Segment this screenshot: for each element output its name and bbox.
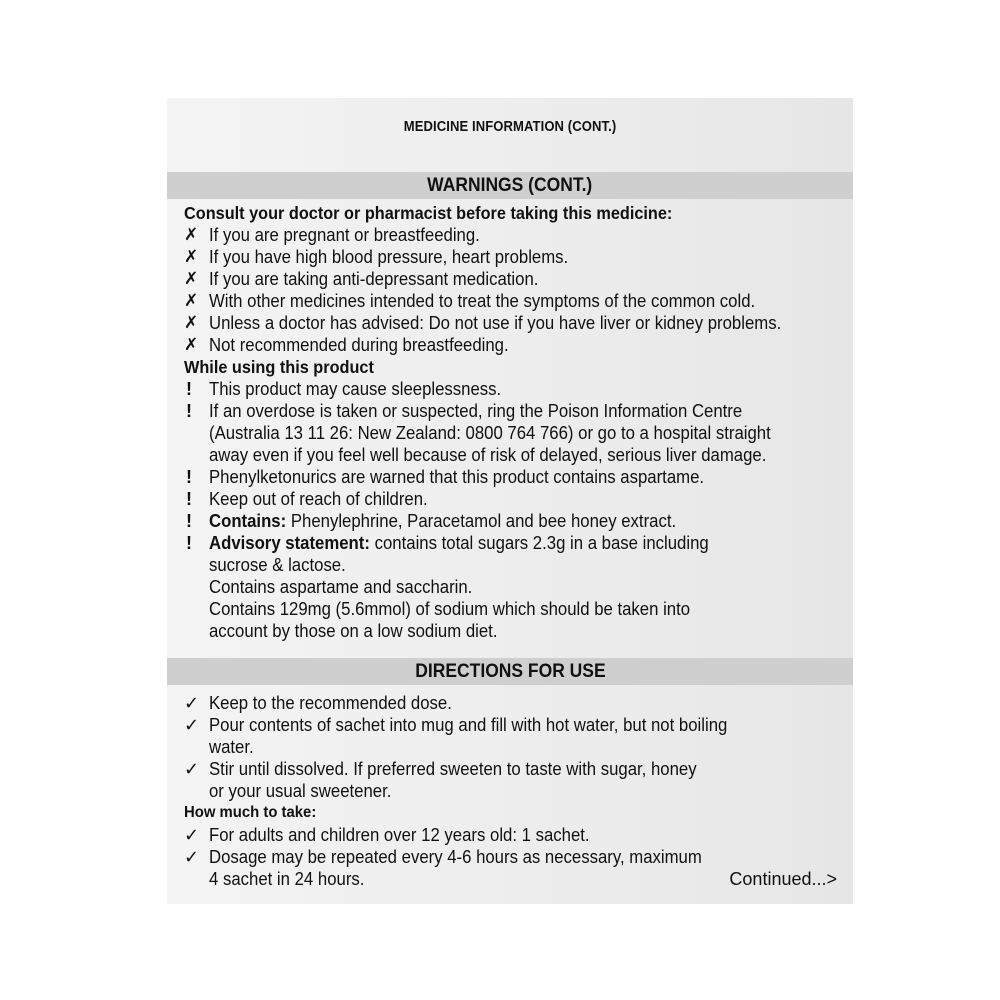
warnings-content: [184, 202, 849, 642]
exclamation-icon: !: [186, 467, 192, 487]
consult-item: ✗ If you are taking anti-depressant medication.: [184, 269, 539, 289]
check-icon: ✓: [184, 847, 200, 867]
while-item: ! Keep out of reach of children.: [186, 489, 428, 509]
exclamation-icon: !: [186, 533, 192, 553]
exclamation-icon: !: [186, 511, 192, 531]
consult-item: ✗ Unless a doctor has advised: Do not use if you have liver or kidney problems.: [184, 313, 782, 333]
direction-item: ✓ Pour contents of sachet into mug and fill with hot water, but not boiling water.: [184, 715, 728, 757]
warnings-band: [167, 172, 853, 199]
cross-icon: ✗: [184, 291, 199, 310]
consult-item: ✗ Not recommended during breastfeeding.: [184, 335, 509, 355]
direction-item: ✓ Keep to the recommended dose.: [184, 693, 452, 713]
consult-heading: Consult your doctor or pharmacist before taking this medicine:: [184, 203, 673, 223]
advisory-text: contains total sugars 2.3g in a base including: [374, 533, 709, 553]
contains-label: Contains:: [209, 511, 287, 531]
check-icon: ✓: [184, 693, 200, 713]
while-item-contains: [184, 510, 849, 532]
medicine-info-panel: [167, 98, 853, 904]
contains-text: Phenylephrine, Paracetamol and bee honey extract.: [290, 511, 677, 531]
cross-icon: ✗: [184, 247, 199, 266]
cross-icon: ✗: [184, 269, 199, 288]
exclamation-icon: !: [186, 401, 192, 421]
while-item-overdose: ! If an overdose is taken or suspected, ring the Poison Information Centre (Australia 13 11 26: New Zealand: 0800 764 766) or go to a hospital straight away even if you feel well because of risk of delayed, serious liver damage.: [186, 401, 771, 465]
direction-item: ✓ Stir until dissolved. If preferred sweeten to taste with sugar, honey or your usual sweetener.: [184, 759, 697, 801]
while-item: ! This product may cause sleeplessness.: [186, 379, 502, 399]
check-icon: ✓: [184, 759, 200, 779]
directions-band-title: DIRECTIONS FOR USE: [414, 661, 606, 682]
check-icon: ✓: [184, 715, 200, 735]
check-icon: ✓: [184, 825, 200, 845]
cross-icon: ✗: [184, 335, 199, 354]
cross-icon: ✗: [184, 313, 199, 332]
consult-item: ✗ With other medicines intended to treat the symptoms of the common cold.: [184, 291, 756, 311]
directions-band: [167, 658, 853, 685]
while-item-advisory: ! Advisory statement: contains total sugars 2.3g in a base including sucrose & lactose. Contains aspartame and saccharin. Contains 129mg (5.6mmol) of sodium which should be taken into account by those on a low sodium diet.: [186, 533, 709, 641]
page-title: MEDICINE INFORMATION (CONT.): [403, 119, 617, 135]
directions-content: [184, 692, 849, 890]
while-item: ! Phenylketonurics are warned that this product contains aspartame.: [186, 467, 705, 487]
while-using-heading: While using this product: [184, 357, 374, 377]
how-much-item: ✓ Dosage may be repeated every 4-6 hours as necessary, maximum 4 sachet in 24 hours. Continued...>: [184, 847, 837, 889]
cross-icon: ✗: [184, 225, 199, 244]
warnings-band-title: WARNINGS (CONT.): [427, 175, 593, 196]
how-much-heading: How much to take:: [184, 804, 317, 821]
exclamation-icon: !: [186, 379, 192, 399]
continued-label: Continued...>: [729, 869, 837, 889]
advisory-label: Advisory statement:: [209, 533, 370, 553]
consult-item: ✗ If you have high blood pressure, heart problems.: [184, 247, 569, 267]
consult-item: ✗ If you are pregnant or breastfeeding.: [184, 225, 480, 245]
how-much-item: ✓ For adults and children over 12 years old: 1 sachet.: [184, 825, 590, 845]
exclamation-icon: !: [186, 489, 192, 509]
